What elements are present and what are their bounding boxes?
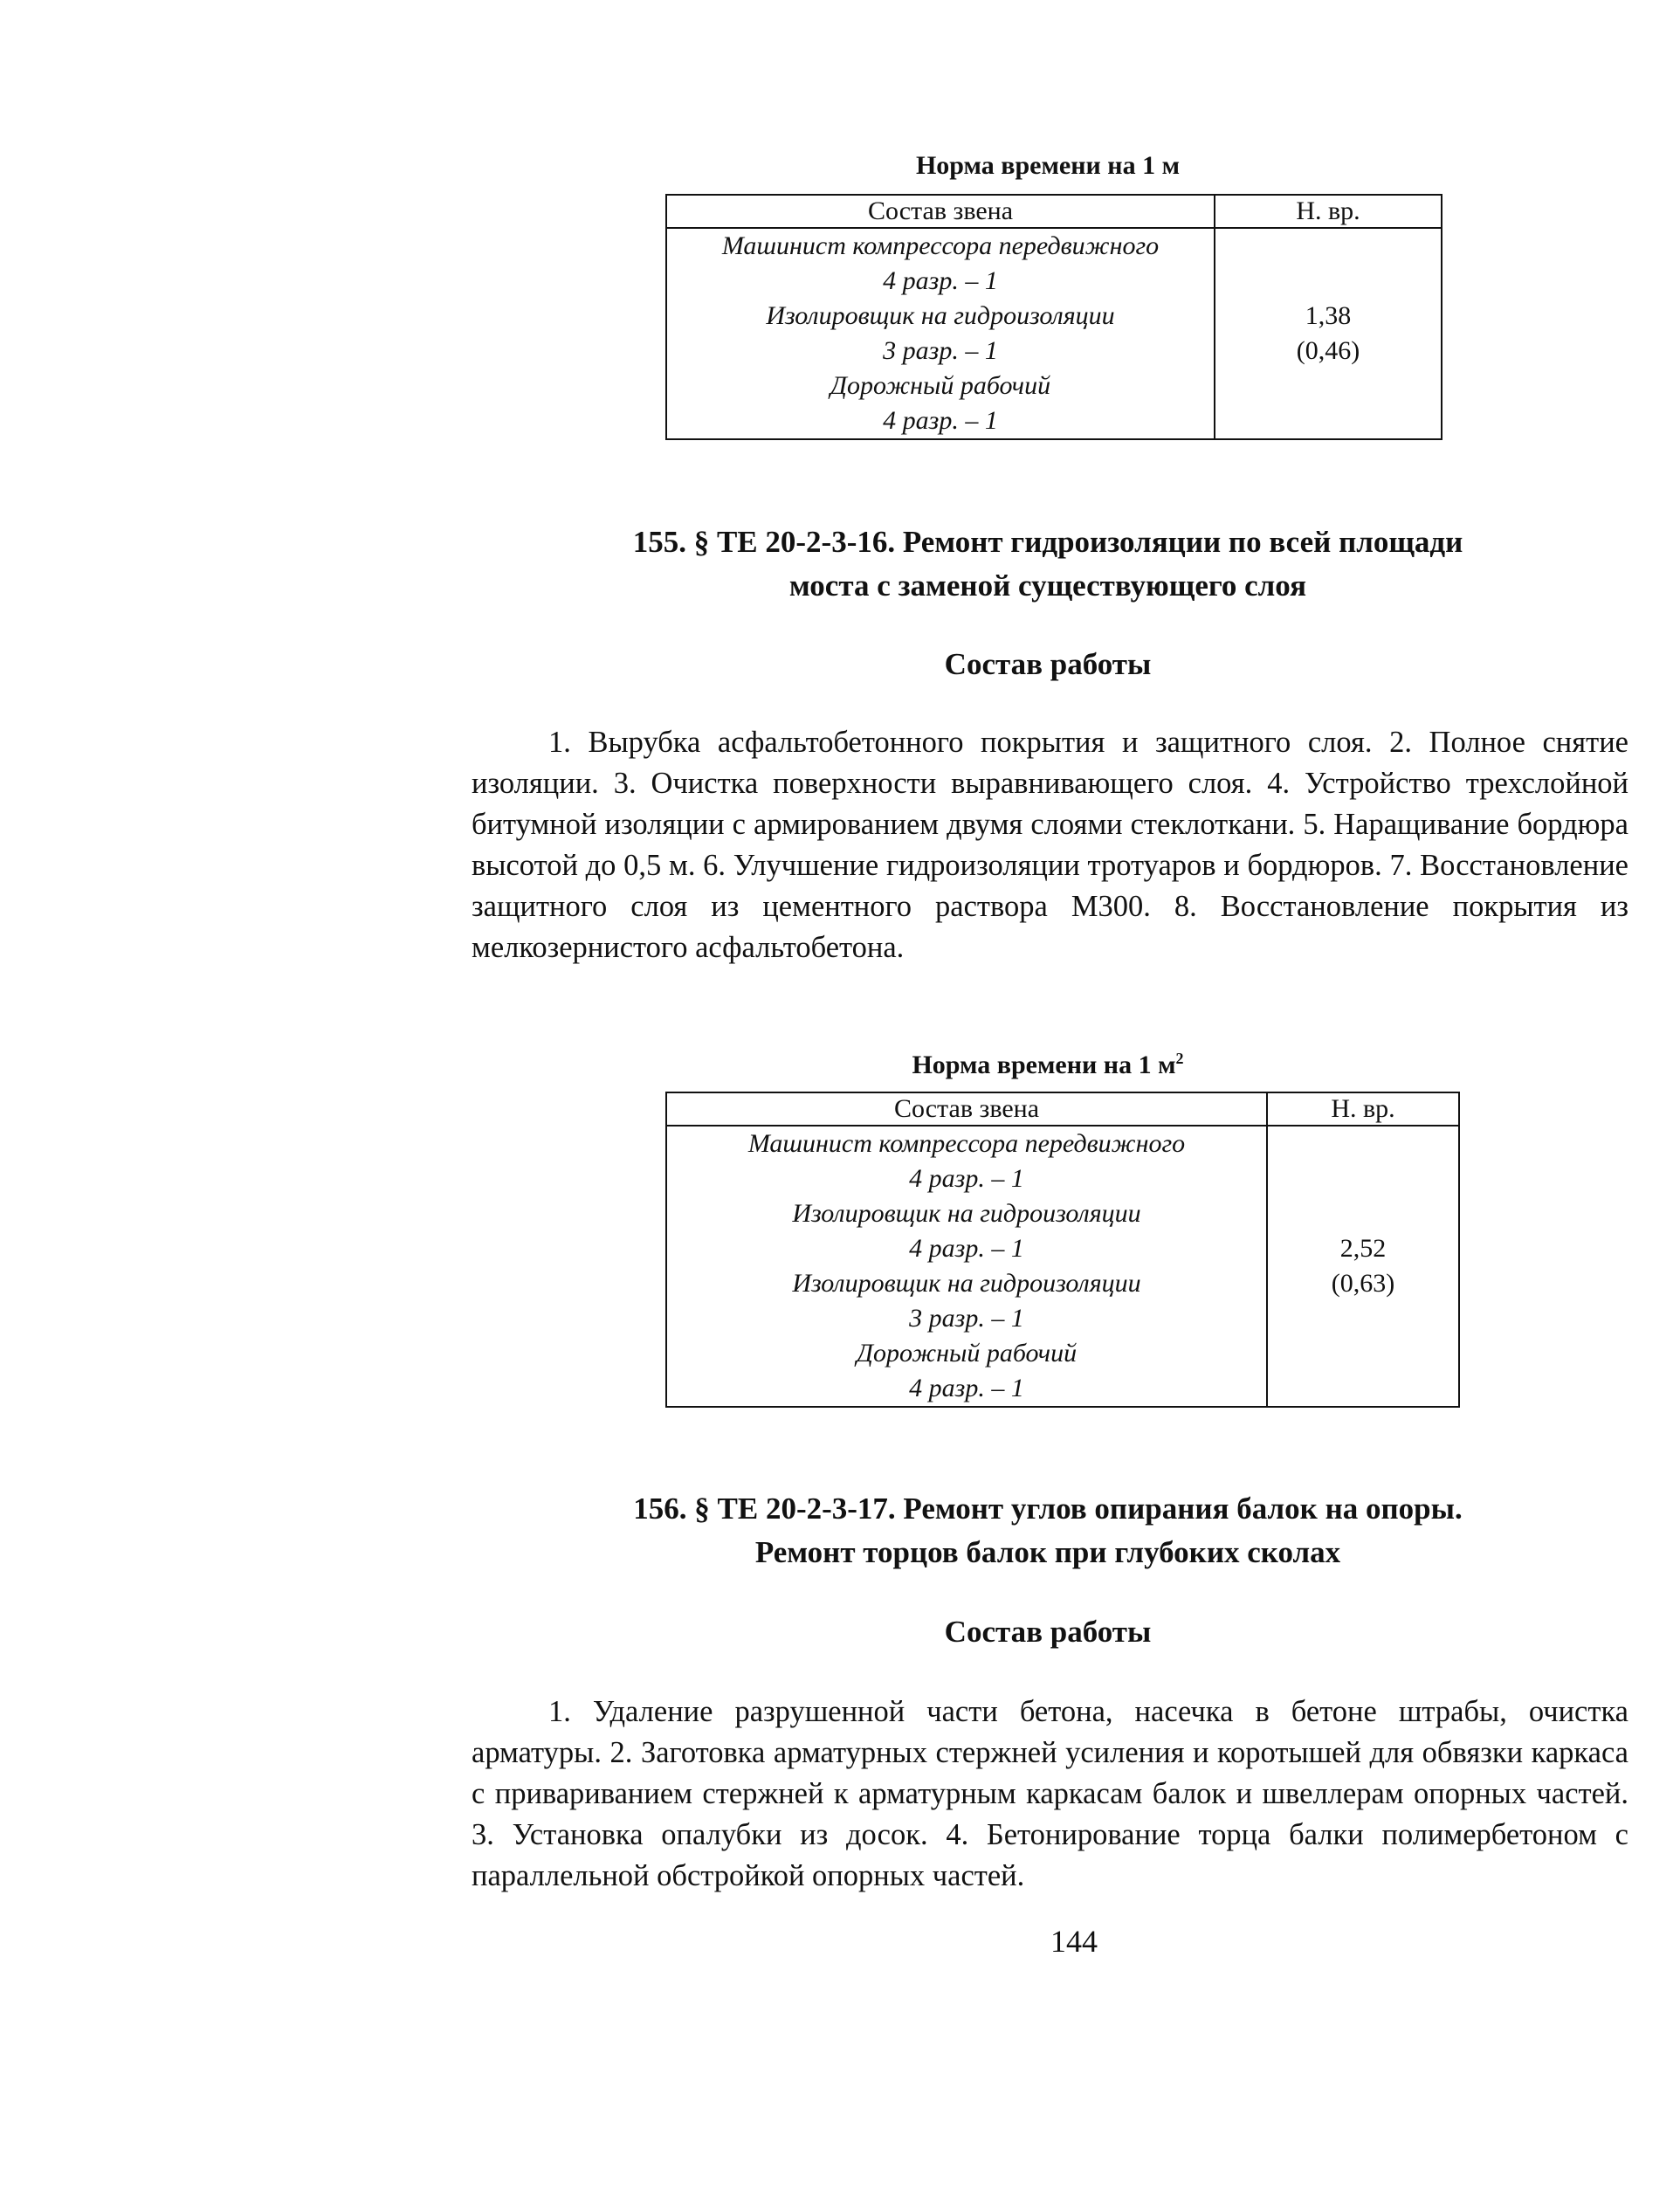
norm-value-paren: (0,46) [1296, 336, 1360, 365]
table1-data-row [666, 228, 1442, 439]
crew-member: Изолировщик на гидроизоляции [766, 301, 1115, 330]
table1-header-row [666, 195, 1442, 228]
table1-caption: Норма времени на 1 м [915, 151, 1181, 180]
table1-crew-cell [666, 228, 1215, 439]
norm-value-paren: (0,63) [1331, 1269, 1395, 1298]
crew-member: Изолировщик на гидроизоляции [792, 1199, 1141, 1228]
section155-work-text: 1. Вырубка асфальтобетонного покрытия и защитного слоя. 2. Полное снятие изоляции. 3. Очистка поверхности выравнивающего слоя. 4. Устройство трехслойной битумной изоляции с армированием двумя слоями стеклоткани. 5. Наращивание бордюра высотой до 0,5 м. 6. Улучшение гидроизоляции тротуаров и бордюров. 7. Восстановление защитного слоя из цементного раствора М300. 8. Восстановление покрытия из мелкозернистого асфальтобетона. [472, 726, 1628, 964]
section156-title-line1: 156. § ТЕ 20-2-3-17. Ремонт углов опирания балок на опоры. [633, 1492, 1463, 1526]
section155-subheading: Состав работы [944, 647, 1152, 681]
norm-value: 2,52 [1339, 1234, 1387, 1263]
page-number: 144 [1050, 1924, 1098, 1959]
crew-grade: 4 разр. – 1 [883, 406, 998, 435]
table2-header-crew: Состав звена [666, 1092, 1267, 1126]
section155-title-line1: 155. § ТЕ 20-2-3-16. Ремонт гидроизоляции по всей площади [632, 525, 1463, 559]
table2-header-row [666, 1092, 1459, 1126]
norm-value: 1,38 [1305, 301, 1352, 330]
crew-grade: 4 разр. – 1 [909, 1234, 1024, 1263]
table2-norm-cell [1267, 1126, 1459, 1407]
table1 [665, 194, 1442, 440]
crew-member: Дорожный рабочий [856, 1339, 1078, 1368]
caption-superscript: 2 [1175, 1050, 1184, 1067]
crew-member: Изолировщик на гидроизоляции [792, 1269, 1141, 1298]
table1-header-crew: Состав звена [666, 195, 1215, 228]
table2-header-norm: Н. вр. [1267, 1092, 1459, 1126]
table1-norm-cell [1215, 228, 1442, 439]
table2-caption: Норма времени на 1 $м^2$ [912, 1050, 1184, 1079]
section156-subheading: Состав работы [944, 1615, 1152, 1649]
crew-grade: 3 разр. – 1 [909, 1304, 1024, 1333]
crew-grade: 4 разр. – 1 [909, 1164, 1024, 1193]
crew-member: Дорожный рабочий [830, 371, 1051, 400]
section156-title-line2: Ремонт торцов балок при глубоких сколах [754, 1535, 1341, 1569]
section155-title-line2: моста с заменой существующего слоя [788, 568, 1307, 603]
section156-work-text: 1. Удаление разрушенной части бетона, насечка в бетоне штрабы, очистка арматуры. 2. Заготовка арматурных стержней усиления и коротышей для обвязки каркаса с привариванием стержней к арматурным каркасам балок и швеллерам опорных частей. 3. Установка опалубки из досок. 4. Бетонирование торца балки полимербетоном с параллельной обстройкой опорных частей. [472, 1695, 1628, 1892]
table2 [665, 1092, 1460, 1408]
crew-grade: 4 разр. – 1 [909, 1374, 1024, 1402]
table2-crew-cell [666, 1126, 1267, 1407]
table1-header-norm: Н. вр. [1215, 195, 1442, 228]
crew-grade: 4 разр. – 1 [883, 266, 998, 295]
crew-member: Машинист компрессора передвижного [747, 1129, 1186, 1158]
table2-data-row [666, 1126, 1459, 1407]
crew-grade: 3 разр. – 1 [883, 336, 998, 365]
crew-member: Машинист компрессора передвижного [721, 231, 1160, 260]
